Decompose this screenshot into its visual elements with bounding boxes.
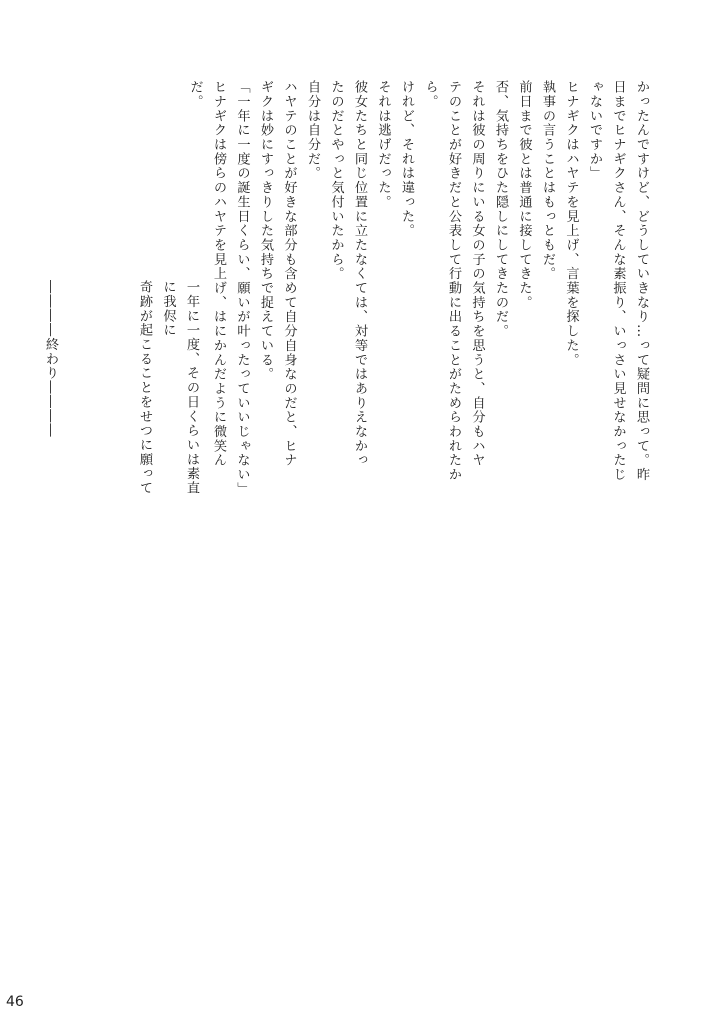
story-text-line: ギクは妙にすっきりした気持ちで捉えている。 bbox=[258, 80, 273, 382]
story-text-line: 彼女たちと同じ位置に立たなくては、対等ではありえなかっ bbox=[352, 80, 367, 468]
closing-text-line bbox=[62, 280, 86, 500]
story-text-line: テのことが好きだと公表して行動に出ることがためらわれたか bbox=[446, 80, 461, 482]
story-text-line: 自分は自分だ。 bbox=[305, 80, 320, 181]
story-text-line: たのだとやっと気付いたから。 bbox=[328, 80, 344, 281]
story-text-line: ヒナギクはハヤテを見上げ、言葉を探した。 bbox=[563, 80, 579, 367]
closing-text-line: 一年に一度、その日くらいは素直に我侭に bbox=[160, 280, 199, 496]
closing-text-line: ――――終わり―――― bbox=[43, 280, 58, 438]
story-text-line: 執事の言うことはもっともだ。 bbox=[540, 80, 555, 281]
story-text-line: だ。 bbox=[187, 80, 203, 109]
story-text-line: それは彼の周りにいる女の子の気持ちを思うと、自分もハヤ bbox=[469, 80, 485, 468]
story-text-line: けれど、それは違った。 bbox=[399, 80, 414, 238]
closing-text-line bbox=[109, 280, 133, 500]
story-text-line: 「一年に一度の誕生日くらい、願いが叶ったっていいじゃない」 bbox=[234, 80, 250, 497]
story-text-line: 日までヒナギクさん、そんな素振り、いっさい見せなかったじ bbox=[610, 80, 626, 482]
story-text-line: かったんですけど、どうしていきなり…って疑問に思って。昨 bbox=[634, 80, 649, 482]
story-text-line: ら。 bbox=[422, 80, 438, 109]
story-text-line: 前日まで彼とは普通に接してきた。 bbox=[516, 80, 532, 310]
story-text-line: ゃないですか」 bbox=[587, 80, 602, 181]
closing-text bbox=[39, 280, 204, 500]
story-text bbox=[183, 80, 653, 510]
story-text-line: ハヤテのことが好きな部分も含めて自分自身なのだと、ヒナ bbox=[281, 80, 297, 468]
story-text-line: 否、気持ちをひた隠しにしてきたのだ。 bbox=[493, 80, 508, 339]
story-text-line: それは逃げだった。 bbox=[375, 80, 391, 210]
closing-text-line: 奇跡が起こることをせつに願って bbox=[137, 280, 152, 496]
story-text-line: ヒナギクは傍らのハヤテを見上げ、はにかんだように微笑ん bbox=[211, 80, 226, 468]
closing-text-line bbox=[86, 280, 110, 500]
page-number: 46 bbox=[6, 994, 24, 1010]
